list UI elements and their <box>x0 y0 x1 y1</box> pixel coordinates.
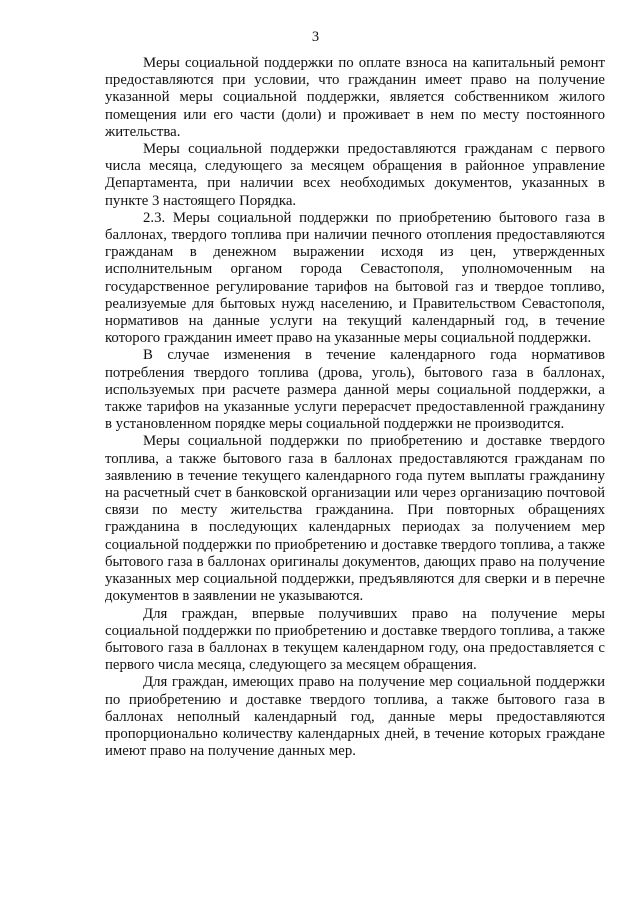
page-number: 3 <box>311 29 320 45</box>
paragraph-section-2-3: 2.3. Меры социальной поддержки по приобретению бытового газа в баллонах, твердого топлива при наличии печного отопления предоставляются гражданам в денежном выражении исходя из цен, утвержденных исполнительным органом города Севастополя, уполномоченным на государственное регулирование тарифов на бытовой газ и твердое топливо, реализуемые для бытовых нужд населению, и Правительством Севастополя, нормативов на данные услуги на текущий календарный год, в течение которого гражданин имеет право на указанные меры социальной поддержки. <box>105 209 605 347</box>
paragraph-capital-repair-conditions: Меры социальной поддержки по оплате взноса на капитальный ремонт предоставляются при условии, что гражданин имеет право на получение указанной меры социальной поддержки, является собственником жилого помещения или его части (доли) и проживает в нем по месту постоянного жительства. <box>105 55 605 140</box>
paragraph-first-time-recipients: Для граждан, впервые получивших право на получение меры социальной поддержки по приобретению и доставке твердого топлива, а также бытового газа в баллонах в текущем календарном году, она предоставляется с первого числа месяца, следующего за месяцем обращения. <box>105 605 605 674</box>
paragraph-partial-year: Для граждан, имеющих право на получение мер социальной поддержки по приобретению и доставке твердого топлива, а также бытового газа в баллонах неполный календарный год, данные меры предоставляются пропорционально количеству календарных дней, в течение которых граждане имеют право на получение данных мер. <box>105 674 605 760</box>
paragraph-recalculation: В случае изменения в течение календарного года нормативов потребления твердого топлива (дрова, уголь), бытового газа в баллонах, используемых при расчете размера данной меры социальной поддержки, а также тарифов на указанные услуги перерасчет предоставленной гражданину в установленном порядке меры социальной поддержки не производится. <box>105 347 605 433</box>
paragraph-fuel-payment-procedure: Меры социальной поддержки по приобретению и доставке твердого топлива, а также бытового газа в баллонах предоставляются гражданам по заявлению в течение текущего календарного года путем выплаты гражданину на расчетный счет в банковской организации или через организацию почтовой связи по месту жительства гражданина. При повторных обращениях гражданина в последующих календарных периодах за получением мер социальной поддержки по приобретению и доставке твердого топлива, а также бытового газа в баллонах оригиналы документов, дающих право на получение указанных мер социальной поддержки, предъявляются для сверки и в перечне документов в заявлении не указываются. <box>105 433 605 605</box>
paragraph-support-start-date: Меры социальной поддержки предоставляются гражданам с первого числа месяца, следующего за месяцем обращения в районное управление Департамента, при наличии всех необходимых документов, указанных в пункте 3 настоящего Порядка. <box>105 141 605 209</box>
document-body <box>105 55 605 760</box>
